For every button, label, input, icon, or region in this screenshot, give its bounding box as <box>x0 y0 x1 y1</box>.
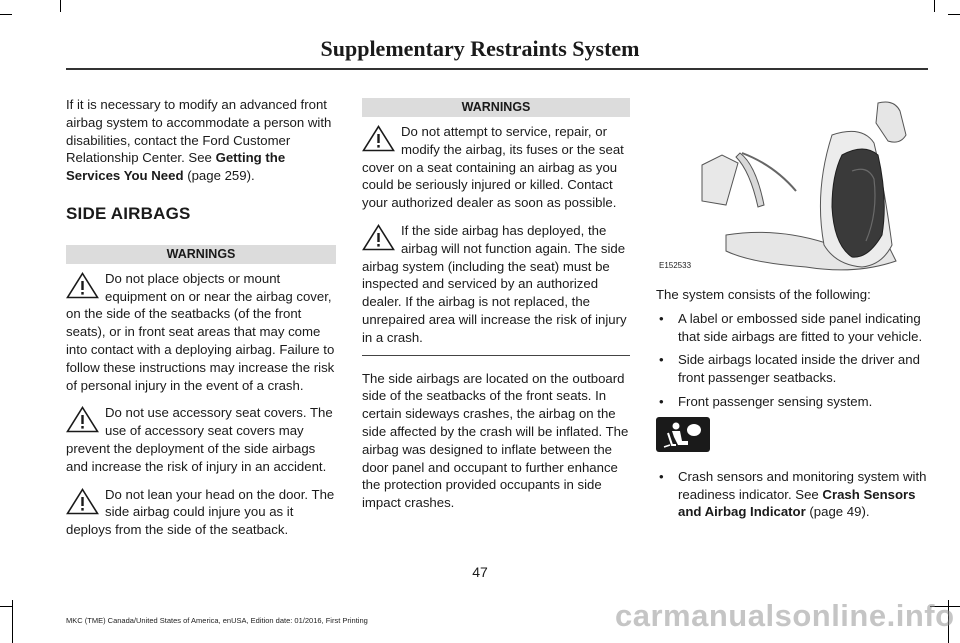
warnings-end-rule <box>362 355 630 356</box>
warning-triangle-icon <box>362 125 395 152</box>
list-item <box>656 310 932 346</box>
bullet: • <box>659 393 664 409</box>
warning-item <box>66 404 336 475</box>
consists-text: The system consists of the following: <box>656 287 871 302</box>
warning-text: Do not lean your head on the door. The side airbag could injure you as it deploys from the side of the seatback. <box>66 486 335 538</box>
warning-triangle-icon <box>66 488 99 515</box>
warning-item <box>362 123 630 212</box>
list-item <box>656 468 932 521</box>
warning-triangle-icon <box>66 272 99 299</box>
list-item-text: A label or embossed side panel indicating that side airbags are fitted to your vehicle. <box>678 310 923 344</box>
warning-text: Do not attempt to service, repair, or modify the airbag, its fuses or the seat cover on a seat containing an airbag as you could be seriously injured or killed. Contact your authorized dealer as soon as possible. <box>362 124 624 211</box>
list-item <box>656 351 932 387</box>
warning-text: Do not place objects or mount equipment on or near the airbag cover, on the side of the seatbacks (of the front seats), or in front seat areas that may come into contact with a deploying airbag. Failure to follow these instructions may increase the risk of personal injury in the event of a crash. <box>66 270 335 393</box>
watermark: carmanualsonline.info <box>615 598 955 633</box>
bullet: • <box>659 468 664 484</box>
footer-edition: MKC (TME) Canada/United States of America, enUSA, Edition date: 01/2016, First Printing <box>66 616 368 625</box>
page-title: Supplementary Restraints System <box>320 36 640 61</box>
column-middle <box>362 98 630 512</box>
crop-mark <box>948 14 960 15</box>
warning-item <box>362 222 630 347</box>
seat-airbag-illustration <box>656 95 930 275</box>
warning-text: If the side airbag has deployed, the airbag will not function again. The side airbag system (including the seat) must be inspected and serviced by an authorized dealer. If the airbag is not replaced, the unrepaired area will increase the risk of injury in a crash. <box>362 222 627 345</box>
crop-mark <box>0 606 12 607</box>
intro-text: If it is necessary to modify an advanced front airbag system to accommodate a person with disabilities, contact the Ford Customer Relationship Center. See <box>66 97 332 166</box>
crash-sensors-link[interactable]: Crash Sensors and Airbag Indicator <box>678 486 916 520</box>
warning-triangle-icon <box>66 406 99 433</box>
warnings-header: WARNINGS <box>66 245 336 264</box>
warning-item <box>66 486 336 539</box>
list-item <box>656 393 932 411</box>
component-list-continued <box>656 468 932 521</box>
bullet: • <box>659 352 664 368</box>
passenger-airbag-off-icon <box>656 417 710 452</box>
warnings-header: WARNINGS <box>362 98 630 117</box>
intro-suffix: (page 259). <box>183 168 255 184</box>
crop-mark <box>934 0 935 12</box>
intro-link[interactable]: Getting the Services You Need <box>66 150 286 184</box>
warning-item <box>66 270 336 395</box>
warning-triangle-icon <box>362 224 395 251</box>
section-title: SIDE AIRBAGS <box>66 203 191 223</box>
seat-airbag-diagram <box>656 95 930 275</box>
list-item-text: Front passenger sensing system. <box>678 393 873 409</box>
header-rule <box>66 68 928 70</box>
list-item-suffix: (page 49). <box>805 504 870 520</box>
component-list <box>656 310 932 411</box>
crop-mark <box>12 600 13 643</box>
intro-paragraph <box>66 96 336 185</box>
crop-mark <box>0 14 12 15</box>
column-right <box>656 286 932 527</box>
column-left <box>66 96 336 539</box>
image-code: E152533 <box>659 261 692 270</box>
body-paragraph: The side airbags are located on the outboard side of the seatbacks of the front seats. In certain sideways crashes, the airbag on the side affected by the crash will be inflated. The airbag was designed to inflate between the door panel and occupant to further enhance the protection provided occupants in side impact crashes. <box>362 370 629 511</box>
list-item-text: Side airbags located inside the driver and front passenger seatbacks. <box>678 352 920 386</box>
list-item-text: Crash sensors and monitoring system with readiness indicator. See <box>678 468 927 502</box>
page-number: 47 <box>472 564 488 580</box>
crop-mark <box>60 0 61 12</box>
warning-text: Do not use accessory seat covers. The use of accessory seat covers may prevent the deployment of the side airbags and increase the risk of injury in an accident. <box>66 405 333 474</box>
bullet: • <box>659 310 664 326</box>
